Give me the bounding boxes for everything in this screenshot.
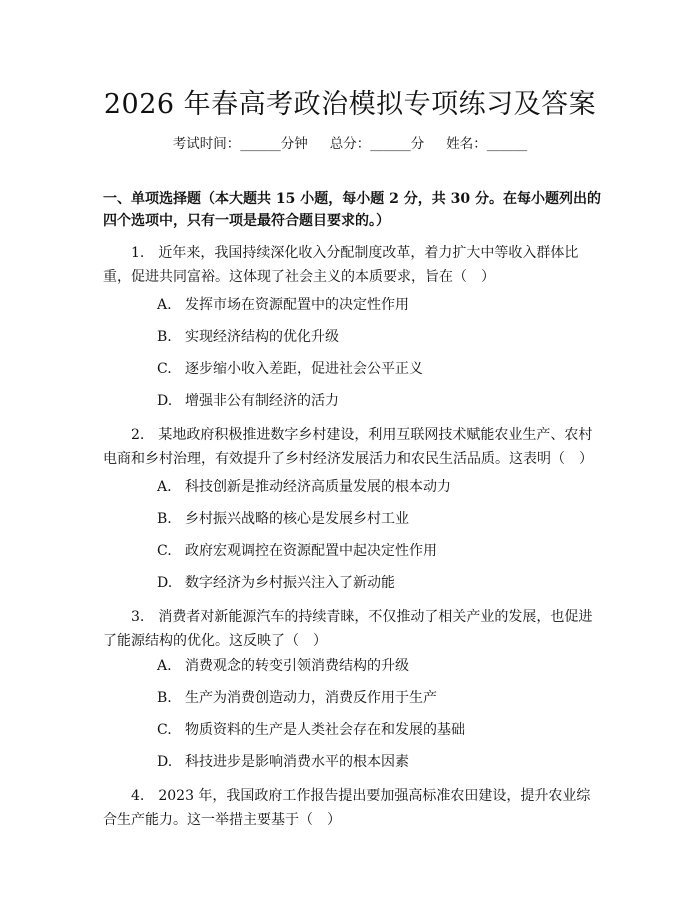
option — [157, 752, 409, 772]
option — [157, 720, 465, 740]
question-stem: 1. 近年来，我国持续深化收入分配制度改革，着力扩大中等收入群体比重，促进共同富裕。这体现了社会主义的本质要求，旨在（ ） — [103, 245, 579, 285]
page-title: 2026 年春高考政治模拟专项练习及答案 — [103, 89, 597, 120]
option-text: 逐步缩小收入差距，促进社会公平正义 — [185, 361, 423, 377]
option-text: 政府宏观调控在资源配置中起决定性作用 — [185, 543, 437, 559]
option — [157, 656, 409, 676]
option-letter: A. — [157, 297, 172, 313]
option-letter: A. — [157, 479, 172, 495]
question-stem: 3. 消费者对新能源汽车的持续青睐，不仅推动了相关产业的发展，也促进了能源结构的优化。这反映了（ ） — [103, 609, 593, 649]
option — [157, 391, 339, 411]
option-text: 消费观念的转变引领消费结构的升级 — [185, 658, 409, 674]
option — [157, 359, 423, 379]
option-text: 生产为消费创造动力，消费反作用于生产 — [185, 690, 437, 706]
option-text: 物质资料的生产是人类社会存在和发展的基础 — [185, 722, 465, 738]
option-text: 乡村振兴战略的核心是发展乡村工业 — [185, 511, 409, 527]
exam-info-line — [0, 132, 700, 152]
section-heading: 一、单项选择题（本大题共 15 小题，每小题 2 分，共 30 分。在每小题列出的四个选项中，只有一项是最符合题目要求的。） — [103, 191, 601, 229]
option — [157, 327, 339, 347]
option-text: 实现经济结构的优化升级 — [185, 329, 339, 345]
option-letter: D. — [157, 575, 173, 591]
option-letter: D. — [157, 754, 173, 770]
option-letter: D. — [157, 393, 173, 409]
option-letter: C. — [157, 543, 172, 559]
option — [157, 477, 451, 497]
exam-time-field: 考试时间：______分钟 — [172, 136, 308, 152]
option-text: 增强非公有制经济的活力 — [185, 393, 339, 409]
option-letter: B. — [157, 690, 172, 706]
option — [157, 295, 409, 315]
option-letter: A. — [157, 658, 172, 674]
option — [157, 541, 437, 561]
student-name-field: 姓名：______ — [446, 136, 528, 152]
option-text: 数字经济为乡村振兴注入了新动能 — [185, 575, 395, 591]
option — [157, 688, 437, 708]
option-letter: B. — [157, 511, 172, 527]
option-letter: B. — [157, 329, 172, 345]
option-letter: C. — [157, 361, 172, 377]
option — [157, 573, 395, 593]
option — [157, 509, 409, 529]
option-letter: C. — [157, 722, 172, 738]
question-stem: 2. 某地政府积极推进数字乡村建设，利用互联网技术赋能农业生产、农村电商和乡村治理，有效提升了乡村经济发展活力和农民生活品质。这表明（ ） — [103, 427, 593, 467]
option-text: 科技创新是推动经济高质量发展的根本动力 — [185, 479, 451, 495]
option-text: 科技进步是影响消费水平的根本因素 — [185, 754, 409, 770]
total-score-field: 总分：______分 — [329, 136, 425, 152]
option-text: 发挥市场在资源配置中的决定性作用 — [185, 297, 409, 313]
question-stem: 4. 2023 年，我国政府工作报告提出要加强高标准农田建设，提升农业综合生产能力。这一举措主要基于（ ） — [103, 788, 591, 828]
